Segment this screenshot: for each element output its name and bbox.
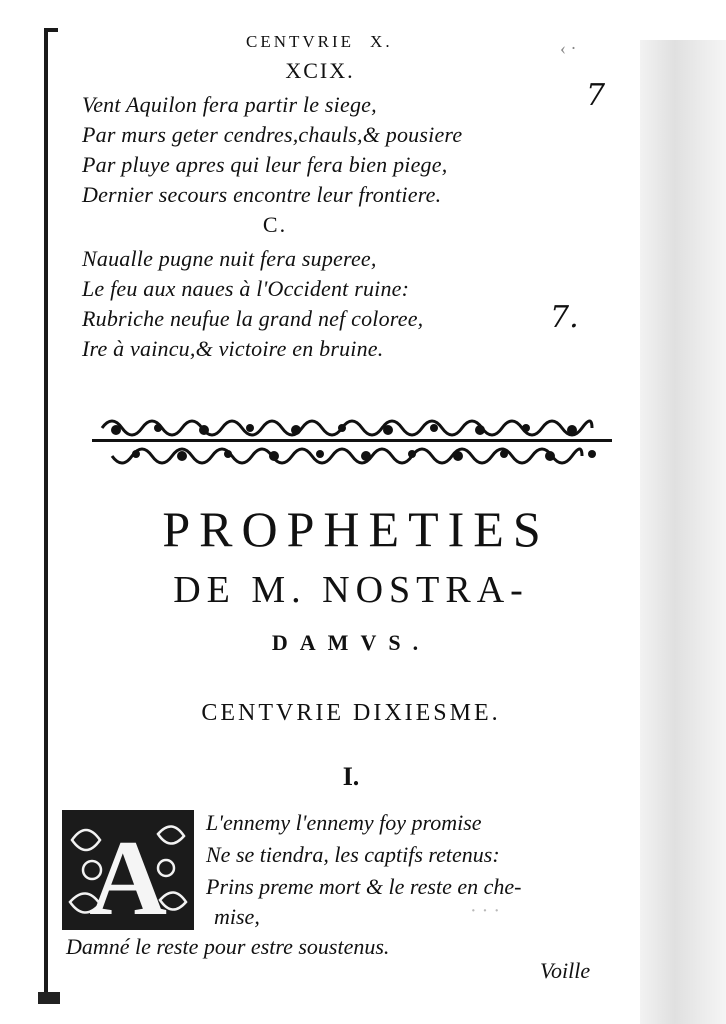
verse-line: Damné le reste pour estre soustenus. (66, 934, 390, 959)
book-title-author: DE M. NOSTRA- (173, 569, 529, 611)
book-title: PROPHETIES (162, 501, 550, 557)
verse-line: Par murs geter cendres,chauls,& pousiere (82, 122, 463, 147)
margin-annotation: 7. (550, 300, 579, 335)
verse-line: mise, (214, 904, 260, 929)
quatrain-number: C. (262, 212, 288, 237)
margin-rule-notch (44, 28, 58, 32)
quatrain-number: I. (342, 762, 360, 791)
verse-line: Ire à vaincu,& victoire en bruine. (82, 336, 384, 361)
verse-line: Vent Aquilon fera partir le siege, (82, 92, 377, 117)
ornamental-border (92, 408, 612, 474)
page-margin-rule (44, 28, 48, 994)
running-number: X. (370, 32, 393, 51)
svg-text:A: A (89, 819, 167, 930)
century-heading: CENTVRIE DIXIESME. (201, 700, 501, 726)
page-edge-shadow (640, 40, 726, 1024)
running-title: CENTVRIE (246, 32, 355, 51)
ink-smudge: ‹ · (560, 38, 577, 58)
verse-line: Ne se tiendra, les captifs retenus: (206, 842, 500, 867)
running-header (246, 32, 393, 52)
book-title-author-end: DAMVS. (271, 630, 431, 655)
margin-annotation: 7 (586, 78, 606, 113)
verse-line: Rubriche neufue la grand nef coloree, (82, 306, 424, 331)
bleed-through-text: · · · (470, 900, 500, 922)
verse-line: Naualle pugne nuit fera superee, (82, 246, 377, 271)
catchword: Voille (540, 958, 591, 983)
decorated-initial (62, 810, 194, 930)
verse-line: Par pluye apres qui leur fera bien piege, (82, 152, 448, 177)
verse-line: Prins preme mort & le reste en che- (206, 874, 522, 899)
verse-line: Dernier secours encontre leur frontiere. (82, 182, 442, 207)
verse-line: L'ennemy l'ennemy foy promise (206, 810, 482, 835)
verse-line: Le feu aux naues à l'Occident ruine: (82, 276, 410, 301)
corner-ink-mark (38, 992, 60, 1004)
quatrain-number: XCIX. (285, 58, 355, 83)
